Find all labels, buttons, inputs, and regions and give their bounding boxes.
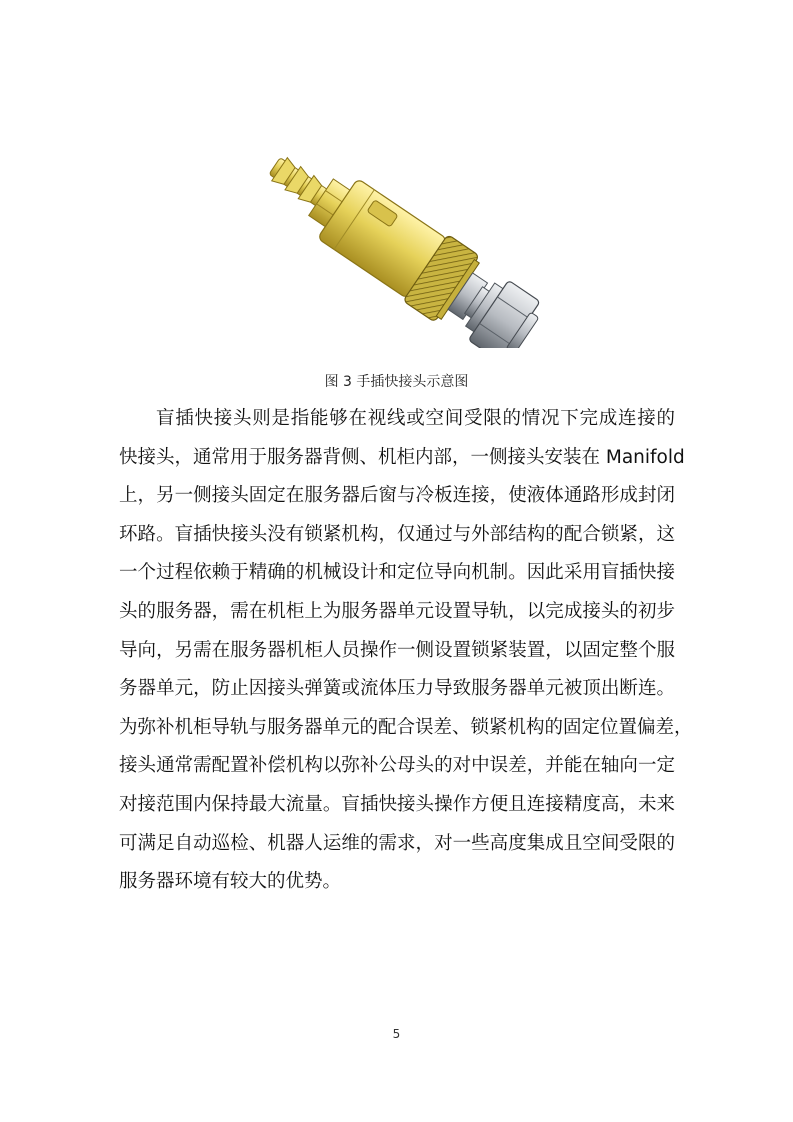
paragraph-line: 可满足自动巡检、机器人运维的需求，对一些高度集成且空间受限的 — [119, 832, 675, 854]
paragraph-line: 接头通常需配置补偿机构以弥补公母头的对中误差，并能在轴向一定 — [119, 755, 675, 777]
paragraph-line: 对接范围内保持最大流量。盲插快接头操作方便且连接精度高，未来 — [119, 793, 675, 815]
paragraph-line: 环路。盲插快接头没有锁紧机构，仅通过与外部结构的配合锁紧，这 — [119, 523, 675, 545]
paragraph-line: 头的服务器，需在机柜上为服务器单元设置导轨，以完成接头的初步 — [119, 600, 675, 622]
body-paragraph — [119, 400, 693, 902]
paragraph-line: 务器单元，防止因接头弹簧或流体压力导致服务器单元被顶出断连。 — [119, 678, 675, 700]
paragraph-line: 盲插快接头则是指能够在视线或空间受限的情况下完成连接的 — [156, 408, 675, 429]
paragraph-line: 一个过程依赖于精确的机械设计和定位导向机制。因此采用盲插快接 — [119, 562, 675, 584]
figure-caption: 图 3 手插快接头示意图 — [324, 374, 469, 390]
paragraph-line: 导向，另需在服务器机柜人员操作一侧设置锁紧装置，以固定整个服 — [119, 639, 675, 661]
page-number: 5 — [392, 1027, 401, 1041]
quick-connector-illustration — [268, 118, 568, 348]
paragraph-line: 为弥补机柜导轨与服务器单元的配合误差、锁紧机构的固定位置偏差， — [119, 716, 693, 738]
paragraph-line: 上，另一侧接头固定在服务器后窗与冷板连接，使液体通路形成封闭 — [119, 485, 675, 507]
quick-connector-figure — [268, 118, 568, 348]
paragraph-line: 服务器环境有较大的优势。 — [119, 871, 342, 893]
paragraph-line: 快接头，通常用于服务器背侧、机柜内部，一侧接头安装在 Manifold — [119, 446, 685, 468]
